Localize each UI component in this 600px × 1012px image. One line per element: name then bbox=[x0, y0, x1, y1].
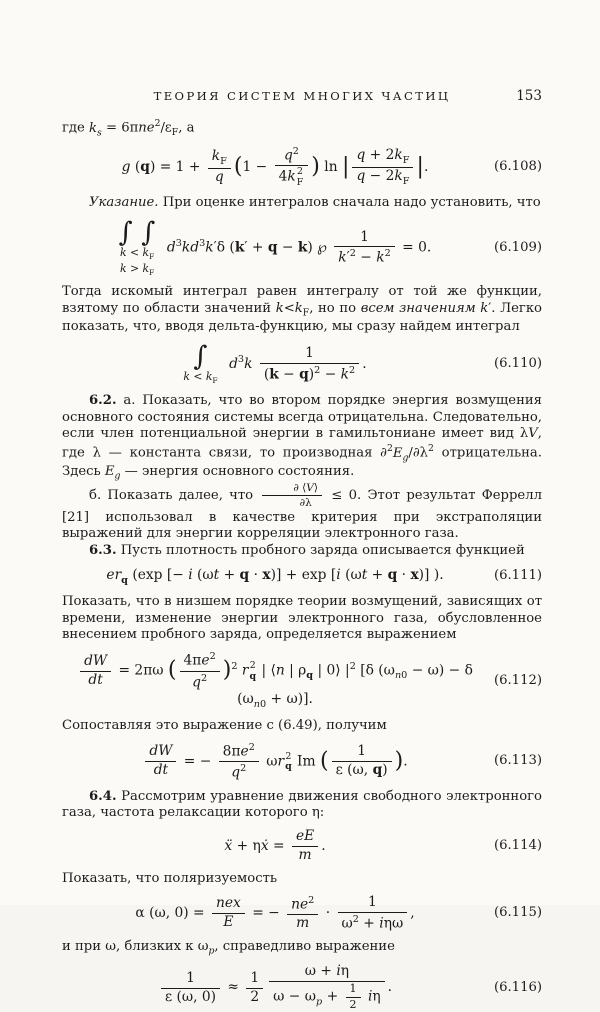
equation-6-115 bbox=[62, 895, 542, 932]
paragraph-show-1: Показать, что в низшем порядке теории возмущений, зависящих от времени, изменение энергии электронного газа, обусловленное внесением пробного заряда, определяется выражением bbox=[62, 593, 542, 643]
eq-number: (6.116) bbox=[493, 979, 542, 995]
equation-6-111 bbox=[62, 567, 542, 587]
paragraph-show-2: Показать, что поляризуемость bbox=[62, 870, 278, 886]
page-number: 153 bbox=[516, 88, 542, 104]
eq-formula: ∫ ∫ $k < k_F$ $k > k_F$ $d^3kd^3k'\delta$ (k′ + q − k) ℘ $\frac{1}{k'^2 - k^2}$ = 0. bbox=[118, 217, 432, 277]
eq-formula: $er_q$ (exp [− i (ωt + q · x)] + exp [i (ωt + q · x)] ). bbox=[106, 566, 444, 586]
eq-number: (6.109) bbox=[493, 239, 542, 255]
running-title: ТЕОРИЯ СИСТЕМ МНОГИХ ЧАСТИЦ bbox=[153, 89, 451, 103]
equation-6-112 bbox=[62, 651, 542, 711]
page-header bbox=[62, 88, 542, 105]
eq-number: (6.110) bbox=[493, 356, 542, 372]
eq-formula: $\frac{1}{\varepsilon (\omega, 0)}$ ≈ $\frac{1}{2}$ ω + iη $\omega - \omega_p$ + $\frac{1}{2}$ iη . bbox=[62, 964, 488, 1011]
hint-paragraph: Указание. При оценке интегралов сначала надо установить, что bbox=[89, 195, 541, 211]
eq-number: (6.108) bbox=[493, 158, 542, 174]
problem-6-4: 6.4. Рассмотрим уравнение движения свободного электронного газа, частота релаксации которого η: bbox=[62, 788, 542, 821]
eq-formula: g (q) = 1 + $\frac{k_F}{q}$ (1 − $q^2$ 4k 2 F ) ln | $\frac{q + 2k_F}{q - 2k_F}$ |. bbox=[121, 145, 429, 188]
eq-number: (6.112) bbox=[493, 672, 542, 688]
paragraph-omega-p: и при ω, близких к $\omega_p$, справедливо выражение bbox=[62, 939, 395, 957]
equation-6-113 bbox=[62, 742, 542, 782]
paragraph-where-ks: где $k_s = 6\pi ne^2/\varepsilon_F$, а bbox=[62, 118, 195, 139]
problem-6-3: 6.3. Пусть плотность пробного заряда описывается функцией bbox=[89, 543, 525, 559]
eq-number: (6.115) bbox=[493, 905, 542, 920]
eq-formula: $\frac{dW}{dt}$ = 2πω ( $\frac{4\pi e^2}{q^2}$ )$^2$ r 2 q | ⟨n | $\rho_q$ | 0⟩ $|^2$ [δ $(\omega_{n0} - \omega) - \delta$ $(\omega_{n0} + \omega)$]. bbox=[62, 651, 488, 711]
problem-6-2b: б. Показать далее, что $\frac{\partial ⟨V⟩}{\partial\lambda}$ ≤ 0. Этот результат Феррелл [21] использовал в качестве критерия при экстраполяции выражений для энергии корреляции электронного газа. bbox=[62, 482, 542, 542]
equation-6-108 bbox=[62, 146, 542, 188]
equation-6-114 bbox=[62, 829, 542, 864]
eq-number: (6.113) bbox=[493, 753, 542, 769]
paragraph-compare: Сопоставляя это выражение с (6.49), получим bbox=[62, 718, 387, 734]
equation-6-116 bbox=[62, 964, 542, 1011]
eq-formula: ẍ + ηẋ = $\frac{eE}{m}$ . bbox=[224, 828, 326, 864]
problem-6-2: 6.2. а. Показать, что во втором порядке энергия возмущения основного состояния системы всегда отрицательна. Следовательно, если член потенциальной энергии в гамильтониане имеет вид λV, где λ — константа связи, то производная $\partial^2E_g/\partial\lambda^2$ отрицательна. Здесь $E_g$ — энергия основного состояния. bbox=[62, 392, 542, 482]
eq-number: (6.111) bbox=[493, 568, 542, 584]
eq-formula: ∫ $k < k_F$ $d^3k$ $\frac{1}{(k - q)^2 - k^2}$ . bbox=[183, 341, 367, 386]
paragraph-togda: Тогда искомый интеграл равен интегралу от той же функции, взятому по области значений $k<k_F$, но по всем значениям k′. Легко показать, что, вводя дельта-функцию, мы сразу найдем интеграл bbox=[62, 284, 542, 335]
eq-formula: $\frac{dW}{dt}$ = − $\frac{8\pi e^2}{q^2}$ ωr 2 q Im ( $\frac{1}{\varepsilon (\omega, q)}$ ). bbox=[62, 742, 488, 782]
eq-formula: α (ω, 0) = $\frac{\text{nex}}{E}$ = − $\frac{ne^2}{m}$ · $\frac{1}{\omega^2 + i\eta\omega}$ , bbox=[135, 893, 415, 932]
eq-number: (6.114) bbox=[493, 838, 542, 854]
equation-6-110 bbox=[62, 343, 542, 386]
equation-6-109 bbox=[62, 219, 542, 277]
